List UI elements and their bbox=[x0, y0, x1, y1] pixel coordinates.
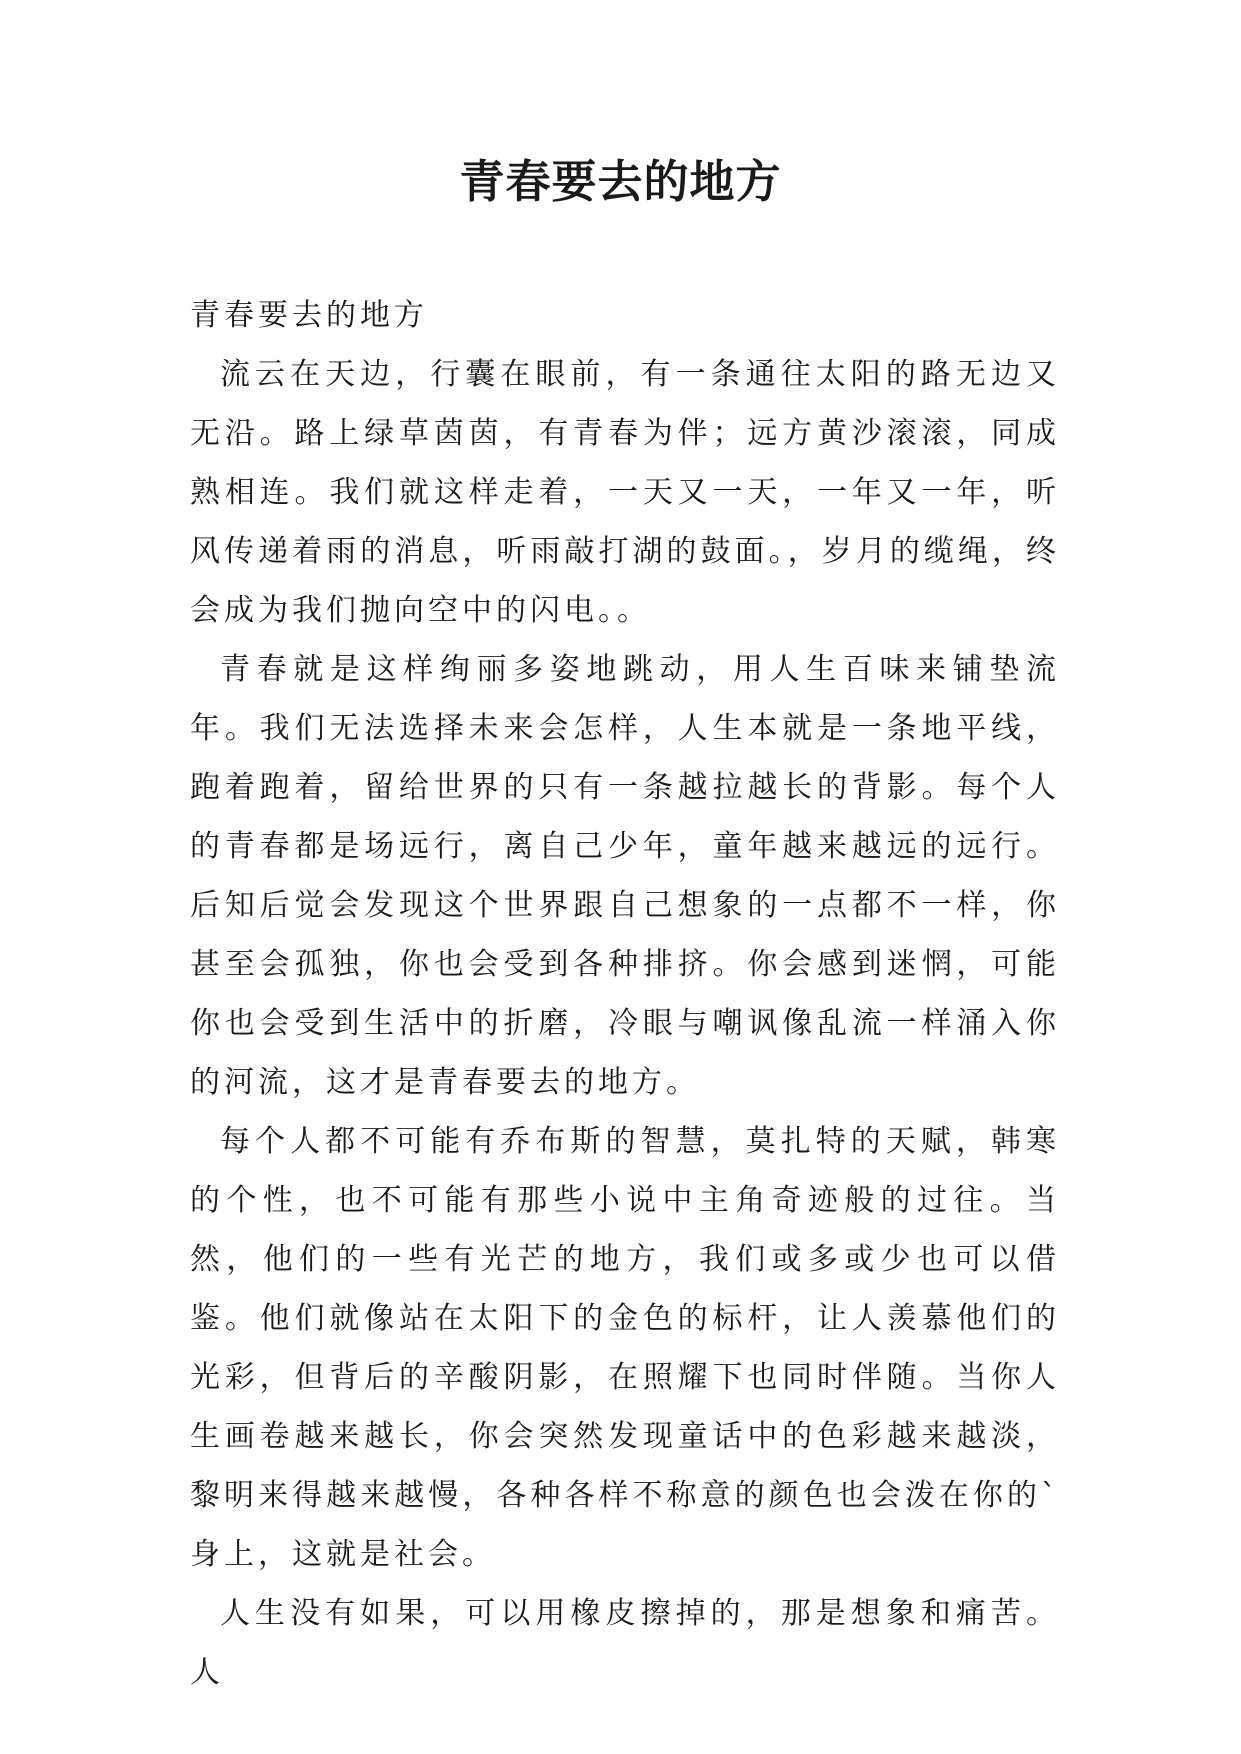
document-subtitle: 青春要去的地方 bbox=[190, 298, 428, 333]
paragraph: 青春就是这样绚丽多姿地跳动，用人生百味来铺垫流年。我们无法选择未来会怎样，人生本就是一条地平线，跑着跑着，留给世界的只有一条越拉越长的背影。每个人的青春都是场远行，离自己少年，童年越来越远的远行。后知后觉会发现这个世界跟自己想象的一点都不一样，你甚至会孤独，你也会受到各种排挤。你会感到迷惘，可能你也会受到生活中的折磨，冷眼与嘲讽像乱流一样涌入你的河流，这才是青春要去的地方。 bbox=[190, 652, 1060, 1100]
document-body bbox=[190, 286, 1060, 1702]
paragraph: 每个人都不可能有乔布斯的智慧，莫扎特的天赋，韩寒的个性，也不可能有那些小说中主角奇迹般的过往。当然，他们的一些有光芒的地方，我们或多或少也可以借鉴。他们就像站在太阳下的金色的标杆，让人羡慕他们的光彩，但背后的辛酸阴影，在照耀下也同时伴随。当你人生画卷越来越长，你会突然发现童话中的色彩越来越淡，黎明来得越来越慢，各种各样不称意的颜色也会泼在你的`身上，这就是社会。 bbox=[190, 1124, 1060, 1572]
document-title: 青春要去的地方 bbox=[459, 155, 782, 208]
paragraph: 流云在天边，行囊在眼前，有一条通往太阳的路无边又无沿。路上绿草茵茵，有青春为伴；远方黄沙滚滚，同成熟相连。我们就这样走着，一天又一天，一年又一年，听风传递着雨的消息，听雨敲打湖的鼓面。，岁月的缆绳，终会成为我们抛向空中的闪电。。 bbox=[190, 357, 1060, 628]
paragraph: 人生没有如果，可以用橡皮擦掉的，那是想象和痛苦。人 bbox=[190, 1596, 1060, 1690]
